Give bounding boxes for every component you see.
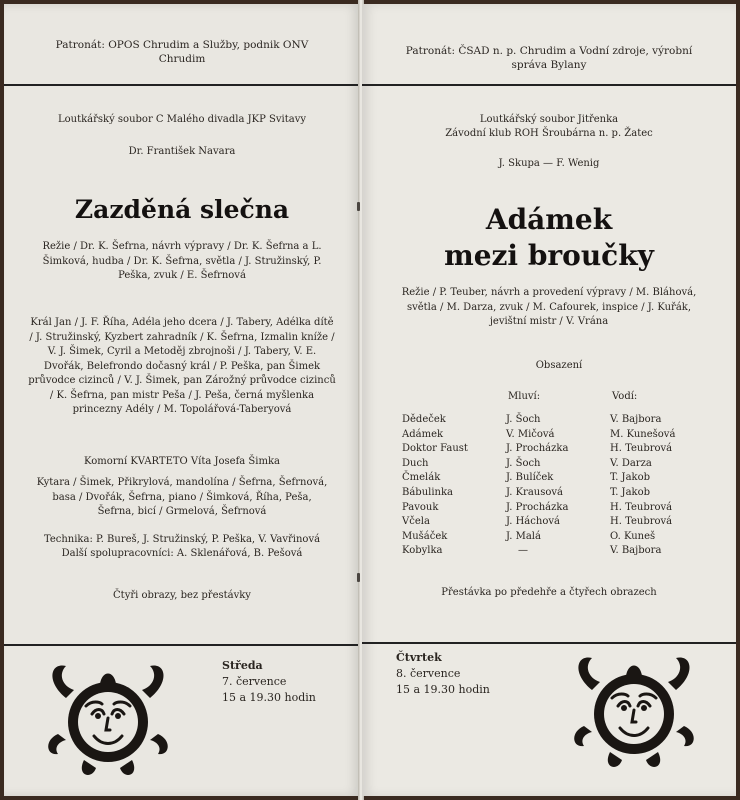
right-page [362,4,736,796]
right-bottom-rule [362,642,736,644]
left-music-group: Komorní KVARTETO Víta Josefa Šimka [84,456,280,467]
left-cast: Král Jan / J. F. Říha, Adéla jeho dcera / J. Tabery, Adélka dítě / J. Stružinský, Kyzbert zahradník / K. Šefrna, Izmalin kníže / V. J. Šimek, Cyril a Metoděj zbrojnoši / J. Tabery, V. E. Dvořák, Belefrondo dočasný král / P. Peška, pan Šimek průvodce cizinců / V. J. Šimek, pan Zárožný průvodce cizinců / K. Šefrna, pan mistr Peša / J. Peša, černá myšlenka princezny Adély / M. Topolářová-Taberyová [28,317,336,415]
cast-vodi-column [610,413,675,559]
left-technika: Technika: P. Bureš, J. Stružinský, P. Peška, V. Vavřinová [43,534,321,545]
cast-vodi: O. Kuneš [610,530,656,542]
cast-vodi: V. Darza [610,457,652,469]
left-note: Čtyři obrazy, bez přestávky [113,590,251,601]
cast-role: Bábulinka [402,486,454,498]
col-header-mluvi: Mluví: [508,391,541,402]
left-top-rule [4,84,360,86]
right-perf-time: 15 a 19.30 hodin [396,683,490,696]
left-perf-day: Středa [222,659,263,672]
left-perf-date: 7. července [222,675,287,688]
left-music: Kytara / Šimek, Přikrylová, mandolína / Šefrna, Šefrnová, basa / Dvořák, Šefrna, piano / Šimková, Říha, Peša, Šefrna, bicí / Grmelová, Šefrnová [36,477,328,517]
cast-vodi: V. Bajbora [610,414,662,425]
staple-top [357,202,360,211]
right-patronat: Patronát: ČSAD n. p. Chrudim a Vodní zdroje, výrobní správa Bylany [405,45,693,71]
cast-role: Dědeček [402,414,446,425]
cast-role: Pavouk [402,501,439,513]
right-title-2: mezi broučky [444,239,654,272]
left-credits: Režie / Dr. K. Šefrna, návrh výpravy / Dr. K. Šefrna a L. Šimková, hudba / Dr. K. Šefrna, světla / J. Stružinský, P. Peška, zvuk / E. Šefrnová [42,241,322,281]
cast-role: Čmelák [402,472,441,484]
cast-role: Doktor Faust [402,443,468,455]
left-ensemble: Loutkářský soubor C Malého divadla JKP Svitavy [57,114,307,125]
left-patronat: Patronát: OPOS Chrudim a Služby, podnik ONV Chrudim [55,39,309,65]
cast-vodi: H. Teubrová [610,516,673,528]
cast-role: Duch [402,457,429,469]
col-header-vodi: Vodí: [612,391,638,402]
right-perf-date: 8. července [396,667,461,680]
cast-vodi: T. Jakob [610,486,651,498]
cast-mluvi: J. Procházka [506,443,569,455]
cast-mluvi: J. Háchová [506,516,560,528]
right-credits: Režie / P. Teuber, návrh a provedení výpravy / M. Bláhová, světla / M. Darza, zvuk / M. Cafourek, inspice / J. Kuřák, jevištní mistr / V. Vrána [401,287,697,327]
right-ensemble-2: Závodní klub ROH Šroubárna n. p. Žatec [445,128,653,139]
right-ensemble-1: Loutkářský soubor Jitřenka [479,114,619,125]
cast-mluvi: J. Krausová [506,486,564,498]
left-performance [222,658,316,706]
cast-role: Kobylka [402,545,443,557]
right-obsazeni: Obsazení [535,360,583,371]
cast-vodi: M. Kunešová [610,428,676,440]
right-perf-day: Čtvrtek [396,651,442,664]
right-note: Přestávka po předehře a čtyřech obrazech [441,587,657,598]
right-performance [396,650,490,698]
left-page [4,4,360,796]
left-spolupracovnici: Další spolupracovníci: A. Sklenářová, B. Pešová [61,548,303,559]
cast-vodi: H. Teubrová [610,443,673,455]
cast-mluvi: V. Mičová [506,428,555,440]
cast-role: Mušáček [402,530,448,542]
cast-role: Včela [402,516,430,528]
cast-mluvi: J. Procházka [506,501,569,513]
cast-role: Adámek [402,428,444,440]
cast-vodi: H. Teubrová [610,501,673,513]
cast-mluvi: J. Šoch [506,414,541,425]
cast-mluvi: J. Šoch [506,457,541,469]
right-title-1: Adámek [485,203,613,236]
left-author: Dr. František Navara [128,146,236,157]
cast-roles-column [402,413,468,559]
staple-bottom [357,573,360,582]
cast-mluvi: J. Malá [506,530,541,542]
cast-mluvi: — [518,545,528,557]
left-bottom-rule [4,644,360,646]
cast-mluvi: J. Bulíček [506,472,554,484]
cast-vodi: T. Jakob [610,472,651,484]
right-top-rule [362,84,736,86]
sun-mask-emblem-left [44,660,172,780]
right-authors: J. Skupa — F. Wenig [498,158,600,169]
sun-mask-emblem-right [570,652,698,772]
cast-mluvi-column [506,413,568,559]
cast-vodi: V. Bajbora [610,545,662,557]
left-perf-time: 15 a 19.30 hodin [222,691,316,704]
left-title: Zazděná slečna [74,195,290,224]
